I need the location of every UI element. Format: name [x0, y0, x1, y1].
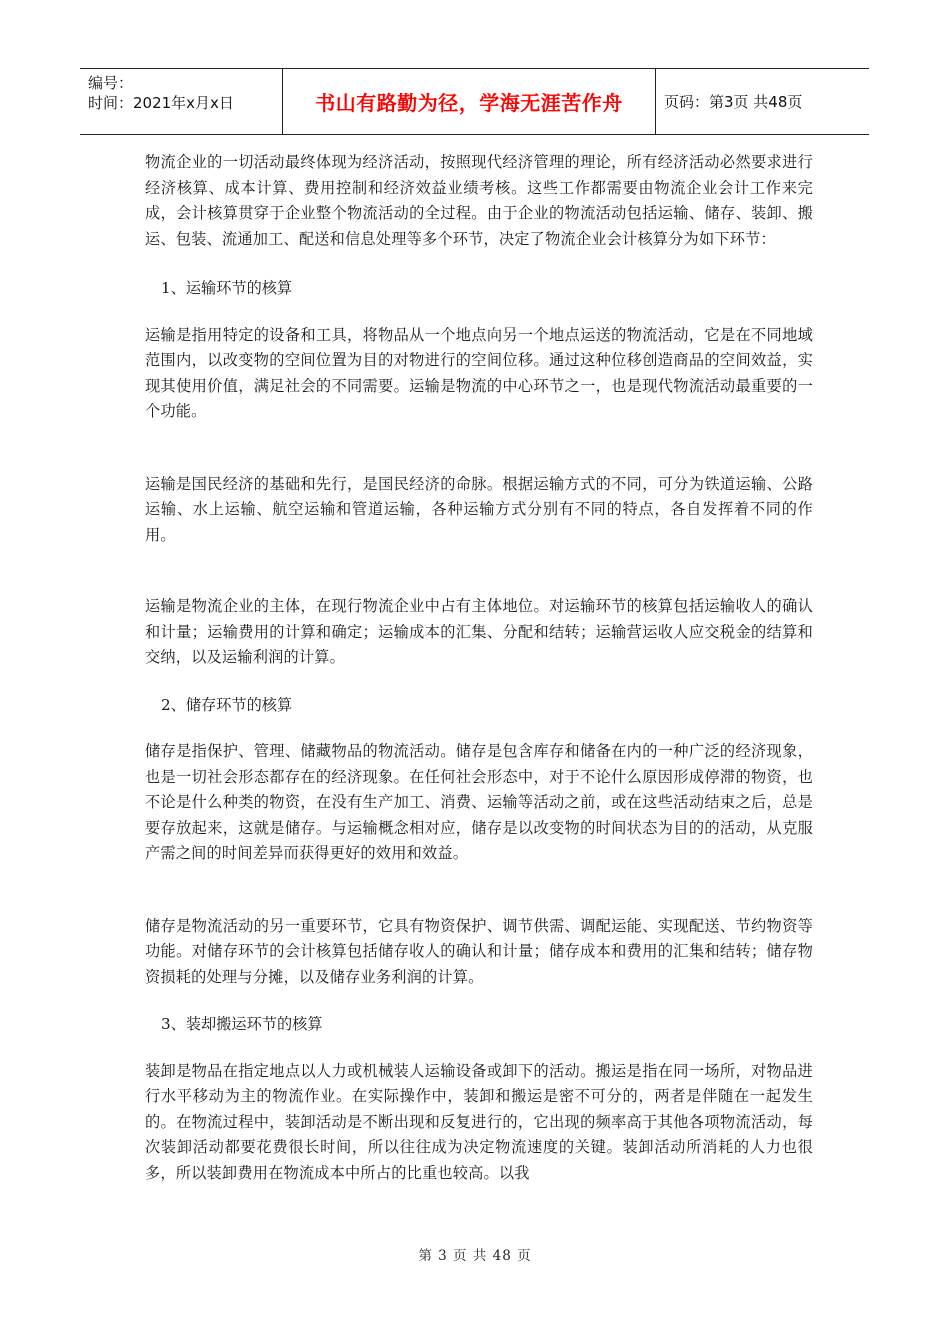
- section-heading-handling: 3、装却搬运环节的核算: [161, 1015, 323, 1033]
- header-page-info: 页码：第3页 共48页: [664, 93, 803, 111]
- time-label: 时间：2021年x月x日: [88, 94, 234, 112]
- paragraph-storage-definition: 储存是指保护、管理、储藏物品的物流活动。储存是包含库存和储备在内的一种广泛的经济现象，也是一切社会形态都存在的经济现象。在任何社会形态中，对于不论什么原因形成停滞的物资，也不论是什么种类的物资，在没有生产加工、消费、运输等活动之前，或在这些活动结束之后，总是要存放起来，这就是储存。与运输概念相对应，储存是以改变物的时间状态为目的的活动，从克服产需之间的时间差异而获得更好的效用和效益。: [145, 742, 813, 862]
- paragraph-storage-accounting: 储存是物流活动的另一重要环节，它具有物资保护、调节供需、调配运能、实现配送、节约物资等功能。对储存环节的会计核算包括储存收人的确认和计量；储存成本和费用的汇集和结转；储存物资损耗的处理与分摊，以及储存业务利润的计算。: [145, 916, 813, 986]
- document-body: [145, 150, 813, 1186]
- section-heading-storage: 2、储存环节的核算: [161, 695, 293, 714]
- paragraph-handling-definition: 装卸是物品在指定地点以人力或机械装人运输设备或卸下的活动。搬运是指在同一场所，对物品进行水平移动为主的物流作业。在实际操作中，装卸和搬运是密不可分的，两者是伴随在一起发生的。在物流过程中，装卸活动是不断出现和反复进行的，它出现的频率高于其他各项物流活动，每次装卸活动都要花费很长时间，所以往往成为决定物流速度的关键。装卸活动所消耗的人力也很多，所以装卸费用在物流成本中所占的比重也较高。以我: [145, 1061, 813, 1182]
- paragraph-intro: 物流企业的一切活动最终体现为经济活动，按照现代经济管理的理论，所有经济活动必然要求进行经济核算、成本计算、费用控制和经济效益业绩考核。这些工作都需要由物流企业会计工作来完成，会计核算贯穿于企业整个物流活动的全过程。由于企业的物流活动包括运输、储存、装卸、搬运、包装、流通加工、配送和信息处理等多个环节，决定了物流企业会计核算分为如下环节：: [145, 153, 813, 248]
- paragraph-transport-definition: 运输是指用特定的设备和工具，将物品从一个地点向另一个地点运送的物流活动，它是在不同地域范围内，以改变物的空间位置为目的对物进行的空间位移。通过这种位移创造商品的空间效益，实现其使用价值，满足社会的不同需要。运输是物流的中心环节之一，也是现代物流活动最重要的一个功能。: [145, 325, 813, 420]
- page-footer: 第 3 页 共 48 页: [418, 1248, 532, 1264]
- header-meta: [80, 69, 283, 134]
- paragraph-transport-economy: 运输是国民经济的基础和先行，是国民经济的命脉。根据运输方式的不同，可分为铁道运输、公路运输、水上运输、航空运输和管道运输，各种运输方式分别有不同的特点，各自发挥着不同的作用。: [145, 474, 813, 544]
- header-motto: 书山有路勤为径，学海无涯苦作舟: [283, 69, 656, 134]
- section-heading-transport: 1、运输环节的核算: [161, 279, 293, 297]
- paragraph-transport-accounting: 运输是物流企业的主体，在现行物流企业中占有主体地位。对运输环节的核算包括运输收人的确认和计量；运输费用的计算和确定；运输成本的汇集、分配和结转；运输营运收人应交税金的结算和交纳，以及运输利润的计算。: [145, 597, 813, 666]
- document-header: [80, 68, 869, 135]
- number-label: 编号：: [88, 74, 134, 92]
